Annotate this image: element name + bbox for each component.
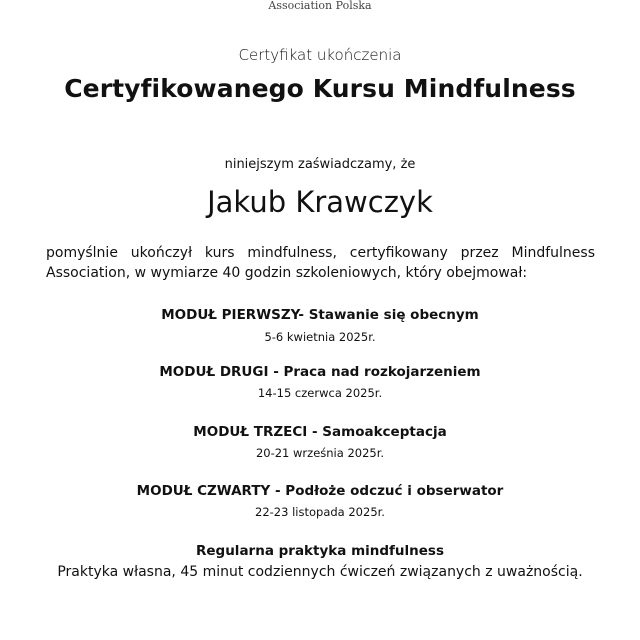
recipient-name: Jakub Krawczyk [207,185,433,219]
module-title: MODUŁ TRZECI - Samoakceptacja [193,424,447,440]
module-date: 22-23 listopada 2025r. [255,505,385,519]
association-logo-text: Association Polska [268,0,372,12]
module-title: MODUŁ PIERWSZY- Stawanie się obecnym [161,307,479,323]
certificate-intro: niniejszym zaświadczamy, że [224,157,416,172]
practice-title: Regularna praktyka mindfulness [195,543,444,559]
module-date: 5-6 kwietnia 2025r. [264,330,376,344]
practice-text: Praktyka własna, 45 minut codziennych ćwiczeń związanych z uważnością. [57,564,583,580]
module-title: MODUŁ CZWARTY - Podłoże odczuć i obserwator [136,483,504,499]
certificate-title: Certyfikowanego Kursu Mindfulness [64,74,576,103]
certificate-paragraph: pomyślnie ukończył kurs mindfulness, certyfikowany przez Mindfulness Association, w wymiarze 40 godzin szkoleniowych, który obejmował: [46,245,595,281]
module-date: 14-15 czerwca 2025r. [257,386,383,400]
module-title: MODUŁ DRUGI - Praca nad rozkojarzeniem [159,364,481,380]
certificate-subtitle: Certyfikat ukończenia [238,46,402,64]
module-date: 20-21 września 2025r. [255,446,385,460]
